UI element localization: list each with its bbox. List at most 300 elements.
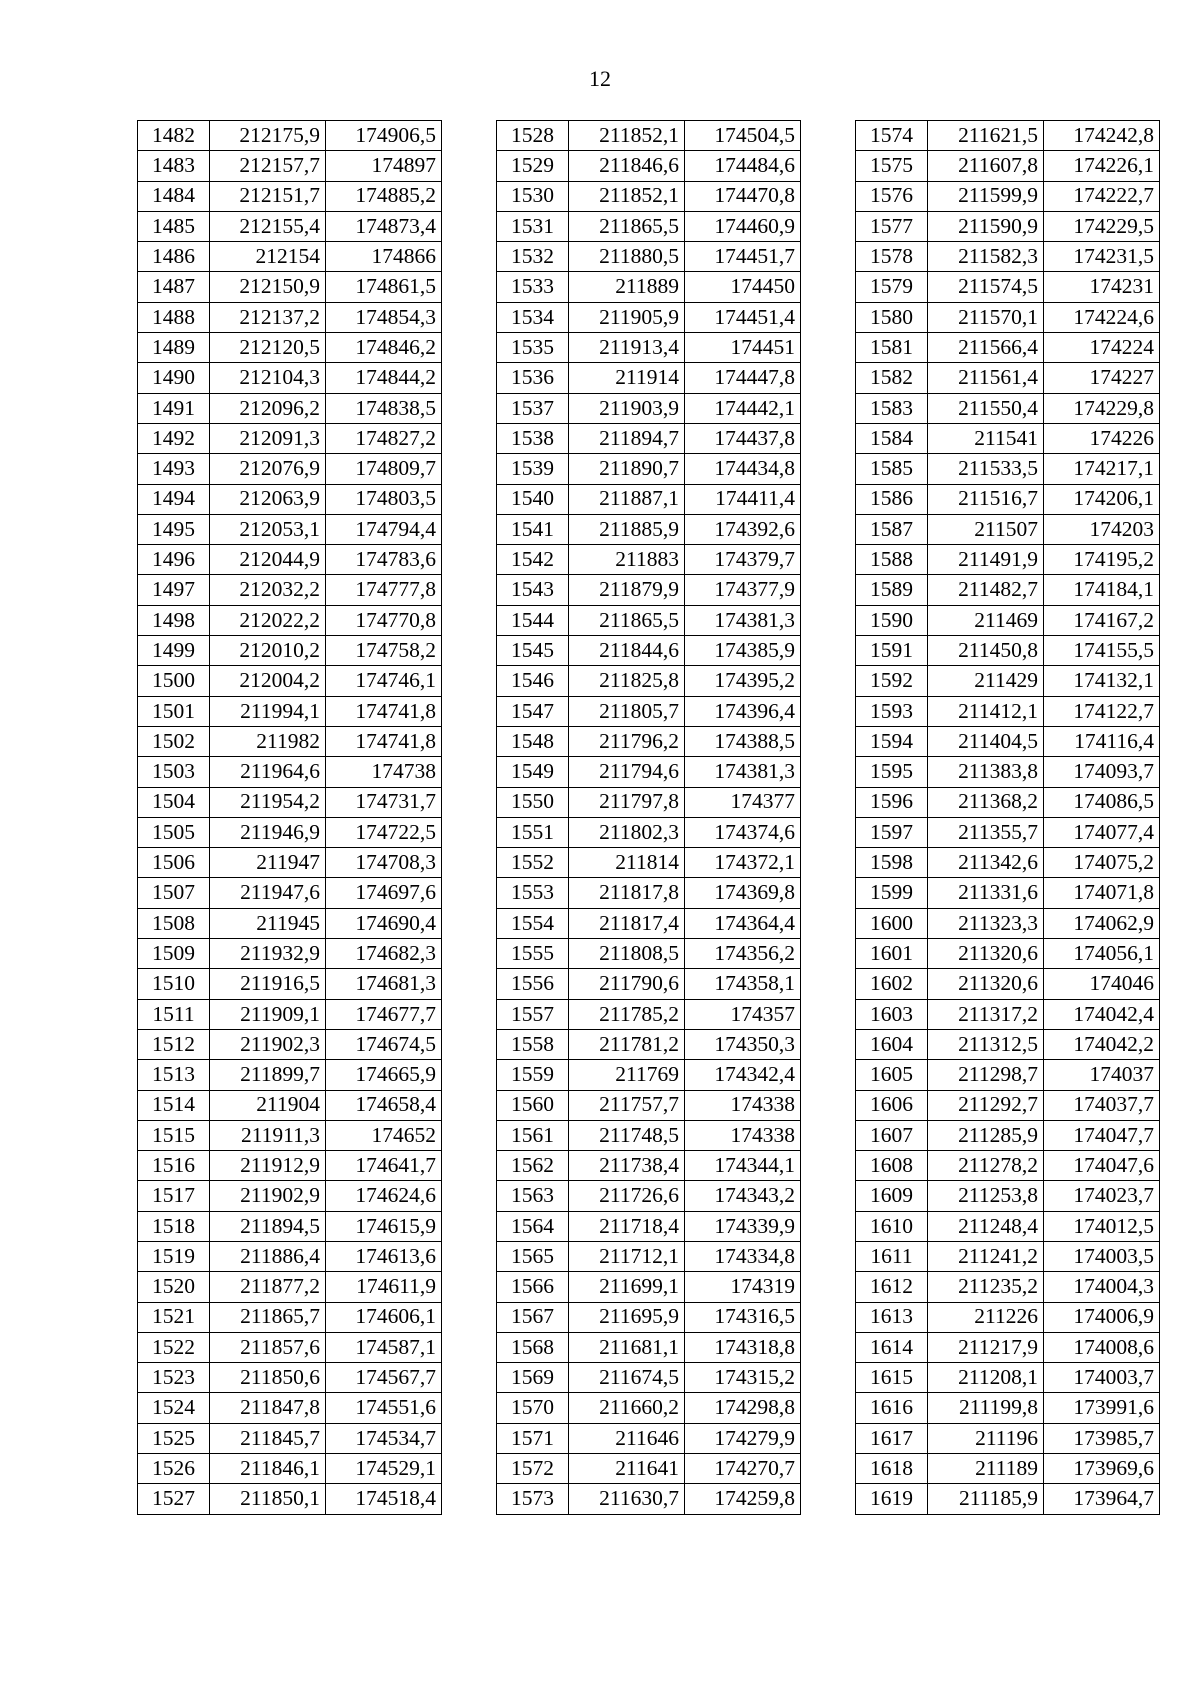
y-coordinate-cell: 174350,3 bbox=[685, 1029, 801, 1059]
table-row bbox=[138, 1029, 442, 1059]
table-row bbox=[138, 726, 442, 756]
x-coordinate-cell: 211886,4 bbox=[210, 1241, 326, 1271]
x-coordinate-cell: 211241,2 bbox=[928, 1241, 1044, 1271]
x-coordinate-cell: 211846,6 bbox=[569, 151, 685, 181]
point-number-cell: 1500 bbox=[138, 666, 210, 696]
page-number: 12 bbox=[589, 66, 611, 91]
point-number-cell: 1503 bbox=[138, 757, 210, 787]
y-coordinate-cell: 174004,3 bbox=[1044, 1272, 1160, 1302]
x-coordinate-cell: 211621,5 bbox=[928, 121, 1044, 151]
y-coordinate-cell: 174866 bbox=[326, 242, 442, 272]
x-coordinate-cell: 211450,8 bbox=[928, 636, 1044, 666]
table-row bbox=[138, 1211, 442, 1241]
y-coordinate-cell: 174385,9 bbox=[685, 636, 801, 666]
x-coordinate-cell: 211912,9 bbox=[210, 1151, 326, 1181]
table-row bbox=[138, 999, 442, 1029]
table-row bbox=[497, 1060, 801, 1090]
x-coordinate-cell: 211630,7 bbox=[569, 1484, 685, 1514]
point-number-cell: 1561 bbox=[497, 1120, 569, 1150]
x-coordinate-cell: 212032,2 bbox=[210, 575, 326, 605]
table-row bbox=[497, 423, 801, 453]
x-coordinate-cell: 211877,2 bbox=[210, 1272, 326, 1302]
table-row bbox=[497, 393, 801, 423]
y-coordinate-cell: 174270,7 bbox=[685, 1454, 801, 1484]
y-coordinate-cell: 174298,8 bbox=[685, 1393, 801, 1423]
table-row bbox=[497, 272, 801, 302]
point-number-cell: 1615 bbox=[856, 1363, 928, 1393]
point-number-cell: 1520 bbox=[138, 1272, 210, 1302]
point-number-cell: 1510 bbox=[138, 969, 210, 999]
y-coordinate-cell: 174906,5 bbox=[326, 121, 442, 151]
x-coordinate-cell: 211292,7 bbox=[928, 1090, 1044, 1120]
y-coordinate-cell: 174357 bbox=[685, 999, 801, 1029]
table-row bbox=[497, 575, 801, 605]
table-row bbox=[856, 1393, 1160, 1423]
table-row bbox=[856, 605, 1160, 635]
y-coordinate-cell: 174861,5 bbox=[326, 272, 442, 302]
x-coordinate-cell: 211320,6 bbox=[928, 939, 1044, 969]
y-coordinate-cell: 174259,8 bbox=[685, 1484, 801, 1514]
table-row bbox=[856, 787, 1160, 817]
table-row bbox=[856, 242, 1160, 272]
table-row bbox=[497, 454, 801, 484]
y-coordinate-cell: 174379,7 bbox=[685, 545, 801, 575]
x-coordinate-cell: 211681,1 bbox=[569, 1332, 685, 1362]
y-coordinate-cell: 174381,3 bbox=[685, 757, 801, 787]
x-coordinate-cell: 211817,4 bbox=[569, 908, 685, 938]
x-coordinate-cell: 211582,3 bbox=[928, 242, 1044, 272]
point-number-cell: 1534 bbox=[497, 302, 569, 332]
point-number-cell: 1607 bbox=[856, 1120, 928, 1150]
point-number-cell: 1497 bbox=[138, 575, 210, 605]
point-number-cell: 1489 bbox=[138, 333, 210, 363]
point-number-cell: 1564 bbox=[497, 1211, 569, 1241]
table-row bbox=[497, 545, 801, 575]
y-coordinate-cell: 174395,2 bbox=[685, 666, 801, 696]
x-coordinate-cell: 211561,4 bbox=[928, 363, 1044, 393]
x-coordinate-cell: 211757,7 bbox=[569, 1090, 685, 1120]
point-number-cell: 1586 bbox=[856, 484, 928, 514]
table-row bbox=[497, 1363, 801, 1393]
point-number-cell: 1493 bbox=[138, 454, 210, 484]
point-number-cell: 1594 bbox=[856, 726, 928, 756]
x-coordinate-cell: 211660,2 bbox=[569, 1393, 685, 1423]
x-coordinate-cell: 211796,2 bbox=[569, 726, 685, 756]
x-coordinate-cell: 211217,9 bbox=[928, 1332, 1044, 1362]
table-row bbox=[138, 636, 442, 666]
y-coordinate-cell: 174374,6 bbox=[685, 817, 801, 847]
point-number-cell: 1532 bbox=[497, 242, 569, 272]
x-coordinate-cell: 211846,1 bbox=[210, 1454, 326, 1484]
point-number-cell: 1603 bbox=[856, 999, 928, 1029]
point-number-cell: 1591 bbox=[856, 636, 928, 666]
point-number-cell: 1554 bbox=[497, 908, 569, 938]
x-coordinate-cell: 211208,1 bbox=[928, 1363, 1044, 1393]
point-number-cell: 1484 bbox=[138, 181, 210, 211]
x-coordinate-cell: 211808,5 bbox=[569, 939, 685, 969]
x-coordinate-cell: 211880,5 bbox=[569, 242, 685, 272]
x-coordinate-cell: 211790,6 bbox=[569, 969, 685, 999]
table-row bbox=[497, 848, 801, 878]
table-row bbox=[497, 817, 801, 847]
y-coordinate-cell: 174611,9 bbox=[326, 1272, 442, 1302]
coordinate-table-1 bbox=[137, 120, 442, 1515]
table-row bbox=[497, 1241, 801, 1271]
y-coordinate-cell: 174229,5 bbox=[1044, 211, 1160, 241]
x-coordinate-cell: 211641 bbox=[569, 1454, 685, 1484]
point-number-cell: 1574 bbox=[856, 121, 928, 151]
point-number-cell: 1537 bbox=[497, 393, 569, 423]
y-coordinate-cell: 174047,6 bbox=[1044, 1151, 1160, 1181]
table-row bbox=[138, 363, 442, 393]
point-number-cell: 1529 bbox=[497, 151, 569, 181]
y-coordinate-cell: 174665,9 bbox=[326, 1060, 442, 1090]
y-coordinate-cell: 174783,6 bbox=[326, 545, 442, 575]
x-coordinate-cell: 211916,5 bbox=[210, 969, 326, 999]
x-coordinate-cell: 211894,5 bbox=[210, 1211, 326, 1241]
point-number-cell: 1507 bbox=[138, 878, 210, 908]
point-number-cell: 1521 bbox=[138, 1302, 210, 1332]
y-coordinate-cell: 174224 bbox=[1044, 333, 1160, 363]
y-coordinate-cell: 174231,5 bbox=[1044, 242, 1160, 272]
table-row bbox=[856, 969, 1160, 999]
x-coordinate-cell: 212175,9 bbox=[210, 121, 326, 151]
point-number-cell: 1523 bbox=[138, 1363, 210, 1393]
table-row bbox=[497, 1090, 801, 1120]
table-row bbox=[497, 878, 801, 908]
table-row bbox=[856, 939, 1160, 969]
table-row bbox=[138, 878, 442, 908]
y-coordinate-cell: 174794,4 bbox=[326, 514, 442, 544]
table-row bbox=[497, 1120, 801, 1150]
table-row bbox=[497, 757, 801, 787]
x-coordinate-cell: 212004,2 bbox=[210, 666, 326, 696]
y-coordinate-cell: 174075,2 bbox=[1044, 848, 1160, 878]
y-coordinate-cell: 174224,6 bbox=[1044, 302, 1160, 332]
x-coordinate-cell: 211533,5 bbox=[928, 454, 1044, 484]
x-coordinate-cell: 211699,1 bbox=[569, 1272, 685, 1302]
table-row bbox=[138, 1272, 442, 1302]
y-coordinate-cell: 174023,7 bbox=[1044, 1181, 1160, 1211]
point-number-cell: 1518 bbox=[138, 1211, 210, 1241]
table-row bbox=[856, 1060, 1160, 1090]
x-coordinate-cell: 211902,3 bbox=[210, 1029, 326, 1059]
table-row bbox=[497, 1029, 801, 1059]
y-coordinate-cell: 174203 bbox=[1044, 514, 1160, 544]
y-coordinate-cell: 174132,1 bbox=[1044, 666, 1160, 696]
coordinate-table-2 bbox=[496, 120, 801, 1515]
y-coordinate-cell: 174451,7 bbox=[685, 242, 801, 272]
table-row bbox=[138, 1423, 442, 1453]
table-row bbox=[856, 545, 1160, 575]
x-coordinate-cell: 211904 bbox=[210, 1090, 326, 1120]
y-coordinate-cell: 174343,2 bbox=[685, 1181, 801, 1211]
point-number-cell: 1542 bbox=[497, 545, 569, 575]
y-coordinate-cell: 173985,7 bbox=[1044, 1423, 1160, 1453]
y-coordinate-cell: 174037,7 bbox=[1044, 1090, 1160, 1120]
x-coordinate-cell: 211189 bbox=[928, 1454, 1044, 1484]
table-row bbox=[497, 939, 801, 969]
table-row bbox=[497, 726, 801, 756]
x-coordinate-cell: 211607,8 bbox=[928, 151, 1044, 181]
point-number-cell: 1527 bbox=[138, 1484, 210, 1514]
x-coordinate-cell: 211320,6 bbox=[928, 969, 1044, 999]
table-row bbox=[497, 514, 801, 544]
y-coordinate-cell: 174229,8 bbox=[1044, 393, 1160, 423]
y-coordinate-cell: 174222,7 bbox=[1044, 181, 1160, 211]
y-coordinate-cell: 174437,8 bbox=[685, 423, 801, 453]
table-row bbox=[856, 211, 1160, 241]
x-coordinate-cell: 212151,7 bbox=[210, 181, 326, 211]
x-coordinate-cell: 211852,1 bbox=[569, 181, 685, 211]
x-coordinate-cell: 211785,2 bbox=[569, 999, 685, 1029]
y-coordinate-cell: 173964,7 bbox=[1044, 1484, 1160, 1514]
table-row bbox=[856, 272, 1160, 302]
x-coordinate-cell: 212044,9 bbox=[210, 545, 326, 575]
y-coordinate-cell: 174606,1 bbox=[326, 1302, 442, 1332]
table-row bbox=[138, 908, 442, 938]
table-row bbox=[856, 1120, 1160, 1150]
y-coordinate-cell: 174003,5 bbox=[1044, 1241, 1160, 1271]
y-coordinate-cell: 174434,8 bbox=[685, 454, 801, 484]
point-number-cell: 1567 bbox=[497, 1302, 569, 1332]
point-number-cell: 1482 bbox=[138, 121, 210, 151]
table-row bbox=[497, 211, 801, 241]
point-number-cell: 1617 bbox=[856, 1423, 928, 1453]
point-number-cell: 1524 bbox=[138, 1393, 210, 1423]
table-row bbox=[856, 1272, 1160, 1302]
x-coordinate-cell: 212022,2 bbox=[210, 605, 326, 635]
x-coordinate-cell: 211802,3 bbox=[569, 817, 685, 847]
point-number-cell: 1512 bbox=[138, 1029, 210, 1059]
y-coordinate-cell: 174334,8 bbox=[685, 1241, 801, 1271]
x-coordinate-cell: 211797,8 bbox=[569, 787, 685, 817]
y-coordinate-cell: 174006,9 bbox=[1044, 1302, 1160, 1332]
table-row bbox=[856, 151, 1160, 181]
point-number-cell: 1608 bbox=[856, 1151, 928, 1181]
table-row bbox=[856, 1181, 1160, 1211]
table-row bbox=[138, 666, 442, 696]
table-row bbox=[856, 878, 1160, 908]
y-coordinate-cell: 174358,1 bbox=[685, 969, 801, 999]
x-coordinate-cell: 211850,1 bbox=[210, 1484, 326, 1514]
point-number-cell: 1601 bbox=[856, 939, 928, 969]
x-coordinate-cell: 211695,9 bbox=[569, 1302, 685, 1332]
point-number-cell: 1609 bbox=[856, 1181, 928, 1211]
y-coordinate-cell: 174342,4 bbox=[685, 1060, 801, 1090]
y-coordinate-cell: 174442,1 bbox=[685, 393, 801, 423]
x-coordinate-cell: 211248,4 bbox=[928, 1211, 1044, 1241]
y-coordinate-cell: 174377 bbox=[685, 787, 801, 817]
table-row bbox=[856, 817, 1160, 847]
x-coordinate-cell: 211845,7 bbox=[210, 1423, 326, 1453]
x-coordinate-cell: 211911,3 bbox=[210, 1120, 326, 1150]
table-row bbox=[138, 121, 442, 151]
table-row bbox=[856, 484, 1160, 514]
x-coordinate-cell: 211964,6 bbox=[210, 757, 326, 787]
point-number-cell: 1525 bbox=[138, 1423, 210, 1453]
y-coordinate-cell: 174344,1 bbox=[685, 1151, 801, 1181]
y-coordinate-cell: 174722,5 bbox=[326, 817, 442, 847]
table-row bbox=[138, 484, 442, 514]
y-coordinate-cell: 174777,8 bbox=[326, 575, 442, 605]
y-coordinate-cell: 174184,1 bbox=[1044, 575, 1160, 605]
x-coordinate-cell: 211491,9 bbox=[928, 545, 1044, 575]
point-number-cell: 1501 bbox=[138, 696, 210, 726]
x-coordinate-cell: 211574,5 bbox=[928, 272, 1044, 302]
table-row bbox=[138, 1332, 442, 1362]
y-coordinate-cell: 174042,2 bbox=[1044, 1029, 1160, 1059]
x-coordinate-cell: 211844,6 bbox=[569, 636, 685, 666]
table-row bbox=[856, 1484, 1160, 1514]
table-row bbox=[856, 121, 1160, 151]
y-coordinate-cell: 174690,4 bbox=[326, 908, 442, 938]
y-coordinate-cell: 174567,7 bbox=[326, 1363, 442, 1393]
table-row bbox=[138, 302, 442, 332]
y-coordinate-cell: 174086,5 bbox=[1044, 787, 1160, 817]
x-coordinate-cell: 211794,6 bbox=[569, 757, 685, 787]
point-number-cell: 1576 bbox=[856, 181, 928, 211]
point-number-cell: 1495 bbox=[138, 514, 210, 544]
x-coordinate-cell: 212155,4 bbox=[210, 211, 326, 241]
point-number-cell: 1544 bbox=[497, 605, 569, 635]
point-number-cell: 1614 bbox=[856, 1332, 928, 1362]
table-row bbox=[856, 1454, 1160, 1484]
point-number-cell: 1513 bbox=[138, 1060, 210, 1090]
table-row bbox=[856, 1151, 1160, 1181]
point-number-cell: 1619 bbox=[856, 1484, 928, 1514]
x-coordinate-cell: 211253,8 bbox=[928, 1181, 1044, 1211]
y-coordinate-cell: 174504,5 bbox=[685, 121, 801, 151]
table-row bbox=[497, 969, 801, 999]
x-coordinate-cell: 211317,2 bbox=[928, 999, 1044, 1029]
point-number-cell: 1599 bbox=[856, 878, 928, 908]
point-number-cell: 1486 bbox=[138, 242, 210, 272]
point-number-cell: 1509 bbox=[138, 939, 210, 969]
point-number-cell: 1556 bbox=[497, 969, 569, 999]
table-row bbox=[497, 1302, 801, 1332]
table-row bbox=[138, 211, 442, 241]
table-row bbox=[138, 787, 442, 817]
x-coordinate-cell: 212154 bbox=[210, 242, 326, 272]
x-coordinate-cell: 211865,5 bbox=[569, 605, 685, 635]
point-number-cell: 1588 bbox=[856, 545, 928, 575]
y-coordinate-cell: 174873,4 bbox=[326, 211, 442, 241]
x-coordinate-cell: 211994,1 bbox=[210, 696, 326, 726]
point-number-cell: 1487 bbox=[138, 272, 210, 302]
point-number-cell: 1560 bbox=[497, 1090, 569, 1120]
point-number-cell: 1494 bbox=[138, 484, 210, 514]
table-row bbox=[497, 484, 801, 514]
x-coordinate-cell: 211590,9 bbox=[928, 211, 1044, 241]
y-coordinate-cell: 173991,6 bbox=[1044, 1393, 1160, 1423]
x-coordinate-cell: 211847,8 bbox=[210, 1393, 326, 1423]
point-number-cell: 1558 bbox=[497, 1029, 569, 1059]
y-coordinate-cell: 174624,6 bbox=[326, 1181, 442, 1211]
y-coordinate-cell: 174396,4 bbox=[685, 696, 801, 726]
x-coordinate-cell: 211469 bbox=[928, 605, 1044, 635]
x-coordinate-cell: 211825,8 bbox=[569, 666, 685, 696]
y-coordinate-cell: 174854,3 bbox=[326, 302, 442, 332]
table-row bbox=[138, 1454, 442, 1484]
x-coordinate-cell: 212104,3 bbox=[210, 363, 326, 393]
point-number-cell: 1569 bbox=[497, 1363, 569, 1393]
point-number-cell: 1585 bbox=[856, 454, 928, 484]
x-coordinate-cell: 211342,6 bbox=[928, 848, 1044, 878]
x-coordinate-cell: 211781,2 bbox=[569, 1029, 685, 1059]
y-coordinate-cell: 174844,2 bbox=[326, 363, 442, 393]
y-coordinate-cell: 174226,1 bbox=[1044, 151, 1160, 181]
table-row bbox=[497, 242, 801, 272]
y-coordinate-cell: 174206,1 bbox=[1044, 484, 1160, 514]
x-coordinate-cell: 211769 bbox=[569, 1060, 685, 1090]
point-number-cell: 1587 bbox=[856, 514, 928, 544]
point-number-cell: 1562 bbox=[497, 1151, 569, 1181]
point-number-cell: 1575 bbox=[856, 151, 928, 181]
table-row bbox=[497, 1454, 801, 1484]
table-row bbox=[497, 1484, 801, 1514]
table-row bbox=[497, 908, 801, 938]
point-number-cell: 1563 bbox=[497, 1181, 569, 1211]
y-coordinate-cell: 174484,6 bbox=[685, 151, 801, 181]
y-coordinate-cell: 174708,3 bbox=[326, 848, 442, 878]
y-coordinate-cell: 174356,2 bbox=[685, 939, 801, 969]
x-coordinate-cell: 211298,7 bbox=[928, 1060, 1044, 1090]
table-row bbox=[138, 1120, 442, 1150]
table-row bbox=[138, 696, 442, 726]
y-coordinate-cell: 174450 bbox=[685, 272, 801, 302]
point-number-cell: 1616 bbox=[856, 1393, 928, 1423]
point-number-cell: 1483 bbox=[138, 151, 210, 181]
point-number-cell: 1547 bbox=[497, 696, 569, 726]
point-number-cell: 1506 bbox=[138, 848, 210, 878]
y-coordinate-cell: 174008,6 bbox=[1044, 1332, 1160, 1362]
y-coordinate-cell: 174677,7 bbox=[326, 999, 442, 1029]
point-number-cell: 1553 bbox=[497, 878, 569, 908]
y-coordinate-cell: 174372,1 bbox=[685, 848, 801, 878]
x-coordinate-cell: 212076,9 bbox=[210, 454, 326, 484]
table-row bbox=[138, 817, 442, 847]
point-number-cell: 1600 bbox=[856, 908, 928, 938]
table-row bbox=[138, 1393, 442, 1423]
table-row bbox=[138, 757, 442, 787]
x-coordinate-cell: 211368,2 bbox=[928, 787, 1044, 817]
point-number-cell: 1491 bbox=[138, 393, 210, 423]
table-row bbox=[497, 151, 801, 181]
x-coordinate-cell: 211312,5 bbox=[928, 1029, 1044, 1059]
y-coordinate-cell: 174231 bbox=[1044, 272, 1160, 302]
point-number-cell: 1504 bbox=[138, 787, 210, 817]
x-coordinate-cell: 211235,2 bbox=[928, 1272, 1044, 1302]
y-coordinate-cell: 174056,1 bbox=[1044, 939, 1160, 969]
table-row bbox=[497, 666, 801, 696]
y-coordinate-cell: 174316,5 bbox=[685, 1302, 801, 1332]
x-coordinate-cell: 211954,2 bbox=[210, 787, 326, 817]
y-coordinate-cell: 174551,6 bbox=[326, 1393, 442, 1423]
point-number-cell: 1579 bbox=[856, 272, 928, 302]
y-coordinate-cell: 174046 bbox=[1044, 969, 1160, 999]
x-coordinate-cell: 211879,9 bbox=[569, 575, 685, 605]
point-number-cell: 1499 bbox=[138, 636, 210, 666]
x-coordinate-cell: 211383,8 bbox=[928, 757, 1044, 787]
x-coordinate-cell: 211323,3 bbox=[928, 908, 1044, 938]
table-row bbox=[138, 1181, 442, 1211]
y-coordinate-cell: 174167,2 bbox=[1044, 605, 1160, 635]
y-coordinate-cell: 174364,4 bbox=[685, 908, 801, 938]
y-coordinate-cell: 174809,7 bbox=[326, 454, 442, 484]
x-coordinate-cell: 211550,4 bbox=[928, 393, 1044, 423]
table-row bbox=[138, 514, 442, 544]
